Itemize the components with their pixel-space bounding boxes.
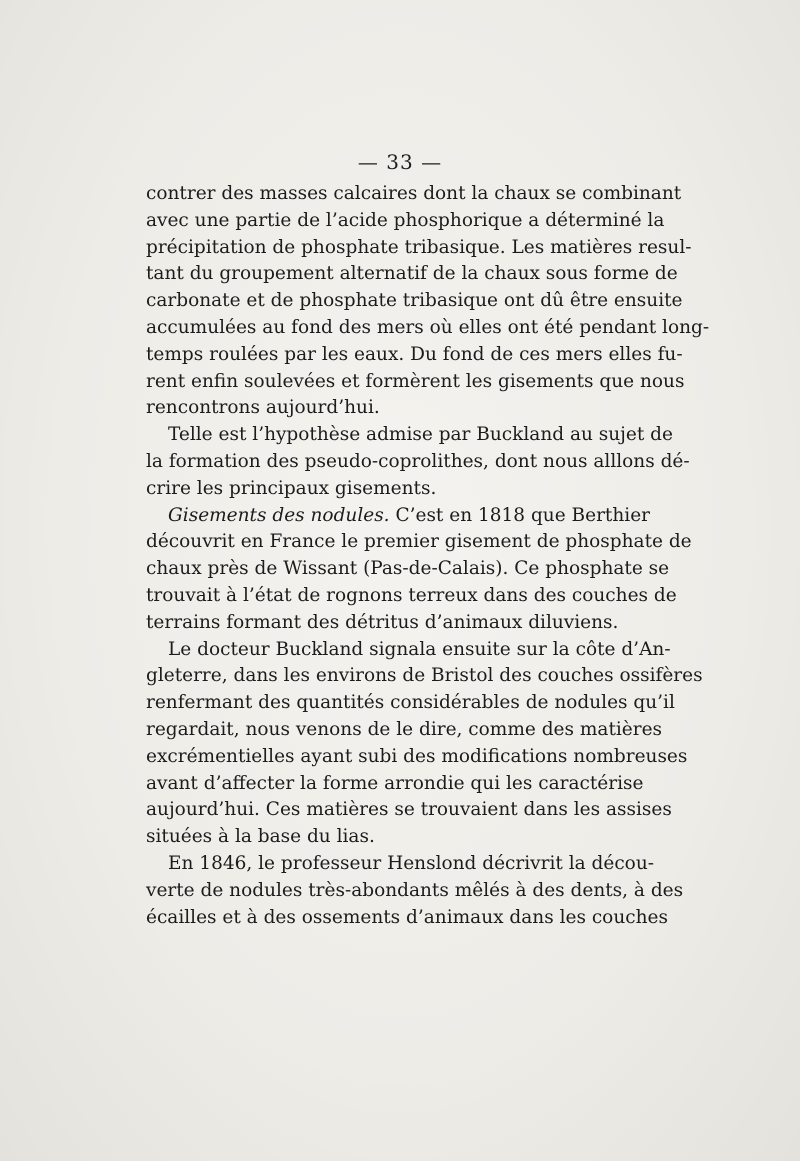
text-line: rent enfin soulevées et formèrent les gisements que nous — [146, 370, 685, 392]
body-text — [146, 181, 710, 931]
text-line — [146, 503, 650, 530]
page-number: — 33 — — [357, 150, 443, 174]
text-line: crire les principaux gisements. — [146, 477, 437, 499]
text-line: temps roulées par les eaux. Du fond de ces mers elles fu- — [146, 343, 683, 365]
text-line: avec une partie de l’acide phosphorique a déterminé la — [146, 209, 665, 231]
text-line: renfermant des quantités considérables de nodules qu’il — [146, 692, 675, 714]
text-line: découvrit en France le premier gisement de phosphate de — [146, 531, 692, 553]
text-line: situées à la base du lias. — [146, 826, 375, 848]
text-line: contrer des masses calcaires dont la chaux se combinant — [146, 183, 682, 204]
text-line: Telle est l’hypothèse admise par Buckland au sujet de — [168, 424, 673, 446]
text-line: verte de nodules très-abondants mêlés à des dents, à des — [146, 879, 684, 901]
text-line: accumulées au fond des mers où elles ont été pendant long- — [146, 316, 710, 338]
text-line: regardait, nous venons de le dire, comme des matières — [146, 718, 663, 740]
text-line-rest: C’est en 1818 que Berthier — [389, 504, 650, 526]
text-line: Le docteur Buckland signala ensuite sur la côte d’An- — [168, 638, 671, 660]
text-line: écailles et à des ossements d’animaux dans les couches — [146, 906, 668, 928]
text-line: carbonate et de phosphate tribasique ont dû être ensuite — [146, 290, 683, 312]
text-line: la formation des pseudo-coprolithes, dont nous alllons dé- — [146, 450, 690, 472]
section-heading-italic: Gisements des nodules. — [168, 504, 390, 526]
text-line: aujourd’hui. Ces matières se trouvaient dans les assises — [146, 799, 672, 821]
text-line: rencontrons aujourd’hui. — [146, 397, 380, 419]
text-line: tant du groupement alternatif de la chaux sous forme de — [146, 263, 678, 285]
text-line: avant d’affecter la forme arrondie qui les caractérise — [146, 772, 644, 794]
text-line: terrains formant des détritus d’animaux diluviens. — [146, 611, 619, 633]
text-line: trouvait à l’état de rognons terreux dans des couches de — [146, 584, 677, 606]
text-line: En 1846, le professeur Henslond décrivrit la décou- — [168, 852, 654, 874]
text-line: précipitation de phosphate tribasique. Les matières resul- — [146, 236, 692, 258]
text-line: excrémentielles ayant subi des modifications nombreuses — [146, 745, 688, 767]
text-line: chaux près de Wissant (Pas-de-Calais). Ce phosphate se — [146, 558, 670, 580]
text-line: gleterre, dans les environs de Bristol des couches ossifères — [146, 665, 703, 687]
